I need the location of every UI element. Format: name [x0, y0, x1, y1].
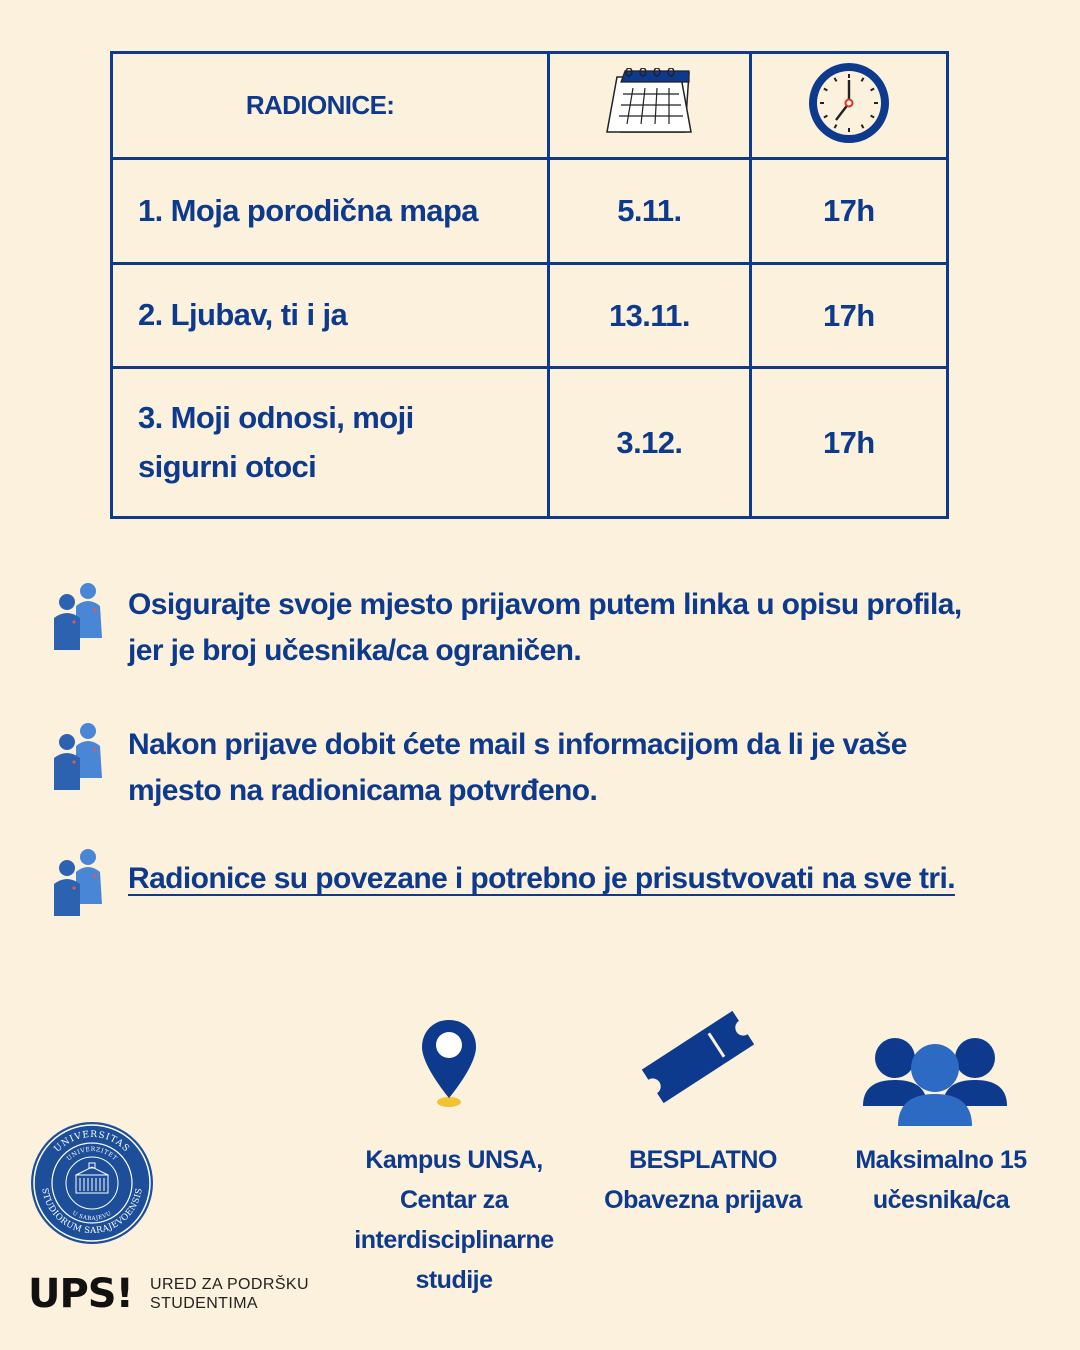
seal-text-inner-bottom: U SARAJEVU [71, 1210, 113, 1223]
workshop-name: 2. Ljubav, ti i ja [112, 264, 549, 368]
ups-logo-mark [28, 1273, 144, 1313]
capacity-label [834, 1140, 1048, 1220]
price-line: BESPLATNO [629, 1146, 777, 1174]
ups-mark-text: UPS! [28, 1273, 133, 1313]
workshop-name-line: 3. Moji odnosi, moji [138, 400, 414, 436]
note-text [128, 582, 962, 674]
group-icon [860, 1034, 1010, 1128]
ups-logo-text [150, 1275, 309, 1313]
location-line: Centar za [399, 1186, 509, 1214]
people-icon [52, 722, 108, 794]
note-attendance [52, 848, 1032, 920]
workshop-date: 5.11. [549, 159, 750, 264]
capacity-line: Maksimalno 15 [855, 1146, 1027, 1174]
table-row [112, 264, 948, 368]
date-column-header [549, 53, 750, 159]
workshop-name-line: sigurni otoci [138, 448, 317, 484]
note-line: mjesto na radionicama potvrđeno. [128, 774, 598, 807]
note-text [128, 848, 955, 902]
workshop-name [112, 368, 549, 518]
ups-line: URED ZA PODRŠKU [150, 1276, 309, 1293]
calendar-icon [603, 68, 695, 138]
table-row [112, 159, 948, 264]
time-column-header [750, 53, 947, 159]
seal-text-outer-bottom: STUDIORUM SARAJEVOENSIS [39, 1187, 145, 1237]
capacity-line: učesnika/ca [872, 1186, 1010, 1214]
price-line: Obavezna prijava [604, 1186, 802, 1214]
people-icon [52, 582, 108, 654]
table-header-row [112, 53, 948, 159]
workshop-date: 13.11. [549, 264, 750, 368]
note-line: Nakon prijave dobit ćete mail s informacijom da li je vaše [128, 728, 907, 761]
workshop-name: 1. Moja porodična mapa [112, 159, 549, 264]
note-line: jer je broj učesnika/ca ograničen. [128, 634, 582, 667]
location-line: interdisciplinarne [354, 1226, 554, 1254]
location-line: studije [415, 1266, 493, 1294]
note-text [128, 722, 907, 814]
ups-logo [28, 1273, 328, 1317]
ticket-icon [634, 1004, 762, 1110]
people-icon [52, 848, 108, 920]
university-seal [30, 1121, 154, 1245]
note-registration [52, 582, 1032, 674]
workshop-time: 17h [750, 368, 947, 518]
workshop-date: 3.12. [549, 368, 750, 518]
table-row [112, 368, 948, 518]
ups-line: STUDENTIMA [150, 1295, 258, 1312]
note-line: Radionice su povezane i potrebno je prisustvovati na sve tri. [128, 862, 955, 895]
workshop-time: 17h [750, 264, 947, 368]
table-title: RADIONICE: [112, 53, 549, 159]
note-line: Osigurajte svoje mjesto prijavom putem linka u opisu profila, [128, 588, 962, 621]
seal-text-outer-top: UNIVERSITAS [52, 1129, 132, 1155]
note-confirmation [52, 722, 1032, 814]
price-label [588, 1140, 818, 1220]
location-label [330, 1140, 578, 1300]
seal-text-inner-top: UNIVERZITET [65, 1145, 119, 1163]
location-pin-icon [418, 1018, 480, 1110]
clock-icon [806, 60, 892, 146]
schedule-table [110, 51, 949, 519]
workshop-time: 17h [750, 159, 947, 264]
location-line: Kampus UNSA, [365, 1146, 543, 1174]
